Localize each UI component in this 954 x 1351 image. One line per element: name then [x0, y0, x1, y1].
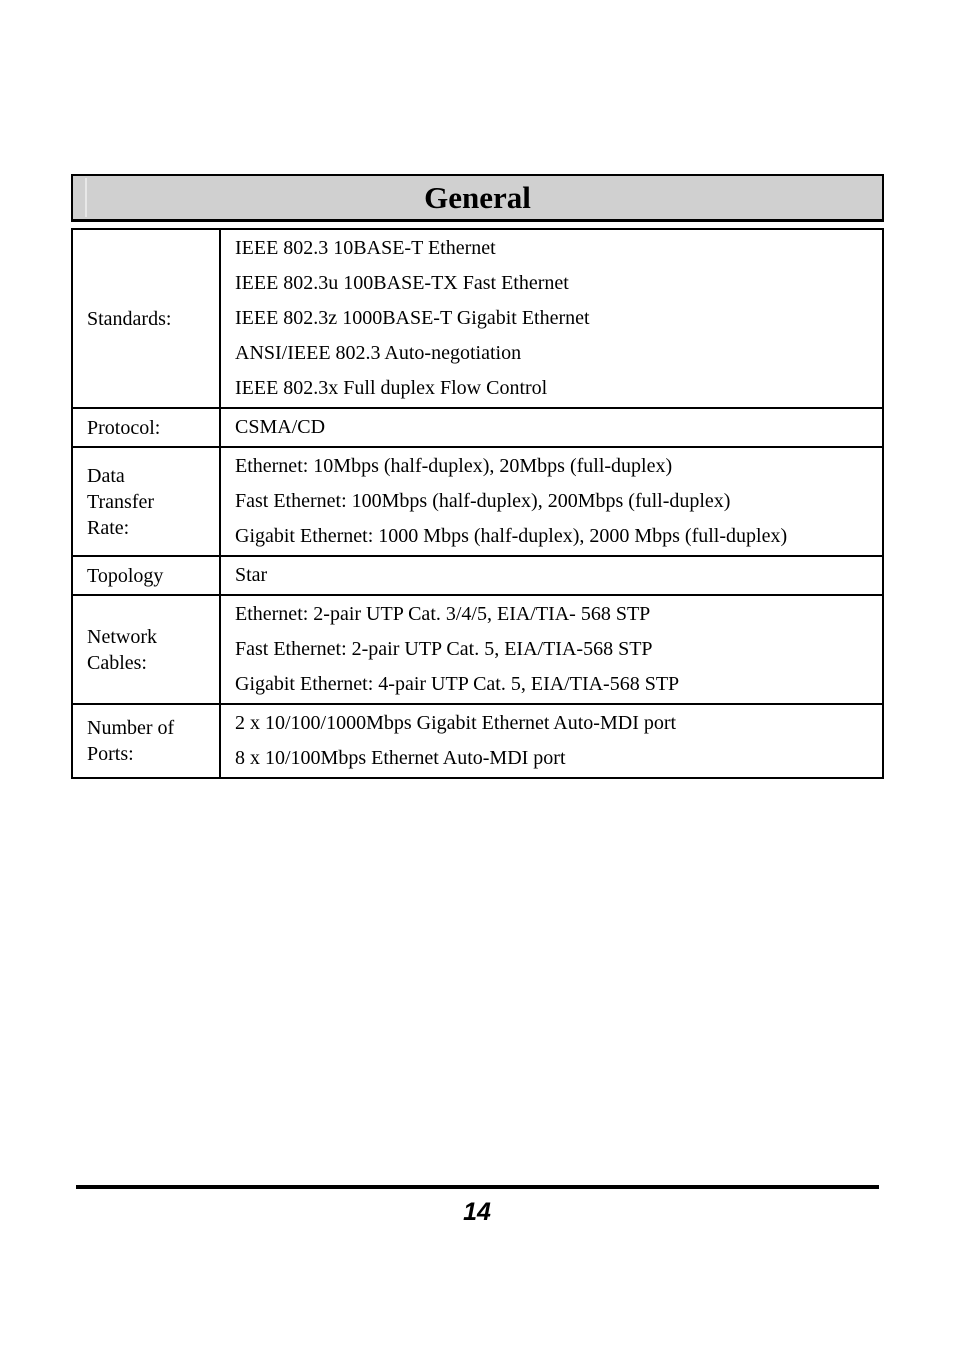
value-line: IEEE 802.3x Full duplex Flow Control — [235, 377, 548, 399]
row-value-standards — [220, 229, 883, 408]
value-line: Ethernet: 10Mbps (half-duplex), 20Mbps (full-duplex) — [235, 455, 673, 477]
value-line: ANSI/IEEE 802.3 Auto-negotiation — [235, 342, 522, 364]
value-line: IEEE 802.3 10BASE-T Ethernet — [235, 237, 496, 259]
row-label-data-transfer-rate: Data Transfer Rate: — [72, 447, 220, 556]
value-line: IEEE 802.3z 1000BASE-T Gigabit Ethernet — [235, 307, 590, 329]
value-line: Gigabit Ethernet: 4-pair UTP Cat. 5, EIA/TIA-568 STP — [235, 673, 680, 695]
row-label-protocol: Protocol: — [72, 408, 220, 447]
row-label-network-cables: Network Cables: — [72, 595, 220, 704]
row-label-topology: Topology — [72, 556, 220, 595]
value-line: IEEE 802.3u 100BASE-TX Fast Ethernet — [235, 272, 569, 294]
page-number: 14 — [463, 1198, 491, 1226]
value-line: 8 x 10/100Mbps Ethernet Auto-MDI port — [235, 747, 566, 769]
row-value-topology — [220, 556, 883, 595]
table-row — [72, 556, 883, 595]
table-title: General — [424, 180, 531, 215]
table-row — [72, 229, 883, 408]
value-line: Gigabit Ethernet: 1000 Mbps (half-duplex), 2000 Mbps (full-duplex) — [235, 525, 788, 547]
value-line: Fast Ethernet: 2-pair UTP Cat. 5, EIA/TIA-568 STP — [235, 638, 653, 660]
value-line: Star — [235, 564, 268, 586]
table-header — [71, 174, 884, 222]
row-label-number-of-ports: Number of Ports: — [72, 704, 220, 778]
footer-rule — [76, 1185, 879, 1189]
table-row — [72, 595, 883, 704]
table-row — [72, 408, 883, 447]
row-value-number-of-ports — [220, 704, 883, 778]
value-line: CSMA/CD — [235, 416, 326, 438]
row-label-standards: Standards: — [72, 229, 220, 408]
value-line: Ethernet: 2-pair UTP Cat. 3/4/5, EIA/TIA- 568 STP — [235, 603, 651, 625]
row-value-data-transfer-rate — [220, 447, 883, 556]
row-value-network-cables — [220, 595, 883, 704]
spec-table — [71, 174, 884, 779]
spec-table-body — [71, 228, 884, 779]
table-row — [72, 447, 883, 556]
row-value-protocol — [220, 408, 883, 447]
value-line: Fast Ethernet: 100Mbps (half-duplex), 200Mbps (full-duplex) — [235, 490, 731, 512]
value-line: 2 x 10/100/1000Mbps Gigabit Ethernet Auto-MDI port — [235, 712, 677, 734]
table-row — [72, 704, 883, 778]
